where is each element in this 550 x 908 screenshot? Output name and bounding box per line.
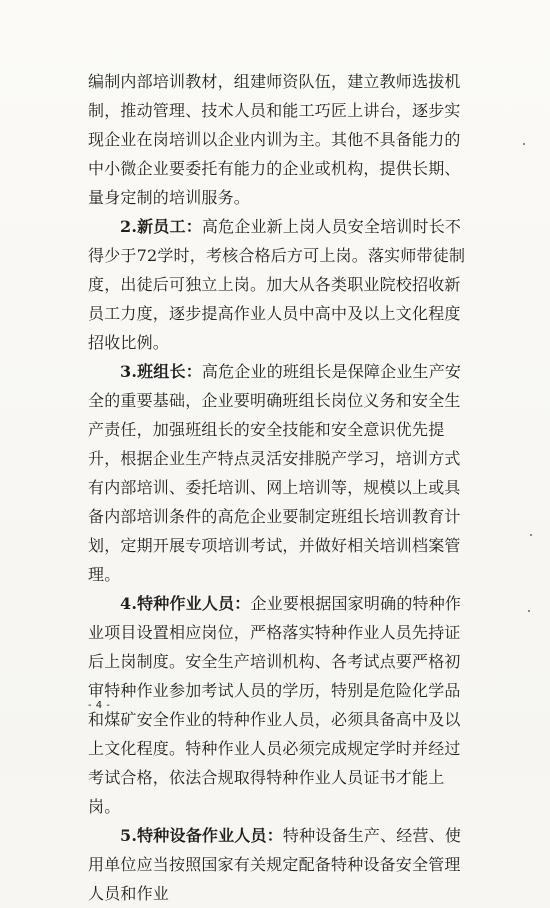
section-heading-special-operations: 4.特种作业人员： (120, 594, 251, 613)
scan-speck (528, 610, 530, 612)
scan-speck (523, 143, 525, 145)
paragraph-text: 高危企业新上岗人员安全培训时长不得少于72学时，考核合格后方可上岗。落实师带徒制度，出徒后可独立上岗。加大从各类职业院校招收新员工力度，逐步提高作业人员中高中及以上文化程度招收比例。 (88, 217, 466, 352)
section-heading-new-employees: 2.新员工： (120, 217, 202, 236)
document-body (88, 67, 471, 908)
section-heading-team-leaders: 3.班组长： (120, 362, 202, 381)
paragraph-text: 特种设备生产、经营、使用单位应当按照国家有关规定配备特种设备安全管理人员和作业 (88, 826, 462, 903)
paragraph-text: 高危企业的班组长是保障企业生产安全的重要基础，企业要明确班组长岗位义务和安全生产责任，加强班组长的安全技能和安全意识优先提升，根据企业生产特点灵活安排脱产学习，培训方式有内部培训、委托培训、网上培训等，规模以上或具备内部培训条件的高危企业要制定班组长培训教育计划，定期开展专项培训考试，并做好相关培训档案管理。 (88, 362, 462, 584)
paragraph-special-operations (88, 589, 471, 821)
section-heading-special-equipment: 5.特种设备作业人员： (120, 826, 283, 845)
paragraph-special-equipment (88, 821, 471, 908)
scan-speck (530, 534, 532, 536)
paragraph-text: 企业要根据国家明确的特种作业项目设置相应岗位，严格落实特种作业人员先持证后上岗制度。安全生产培训机构、各考试点要严格初审特种作业参加考试人员的学历，特别是危险化学品和煤矿安全作业的特种作业人员，必须具备高中及以上文化程度。特种作业人员必须完成规定学时并经过考试合格，依法合规取得特种作业人员证书才能上岗。 (88, 594, 462, 816)
paragraph-text: 编制内部培训教材，组建师资队伍，建立教师选拔机制，推动管理、技术人员和能工巧匠上讲台，逐步实现企业在岗培训以企业内训为主。其他不具备能力的中小微企业要委托有能力的企业或机构，提供长期、量身定制的培训服务。 (88, 72, 461, 207)
paragraph-team-leaders (88, 357, 471, 589)
paragraph-continued (88, 67, 471, 212)
page-number: - 4 - (88, 700, 111, 711)
paragraph-new-employees (88, 212, 471, 357)
